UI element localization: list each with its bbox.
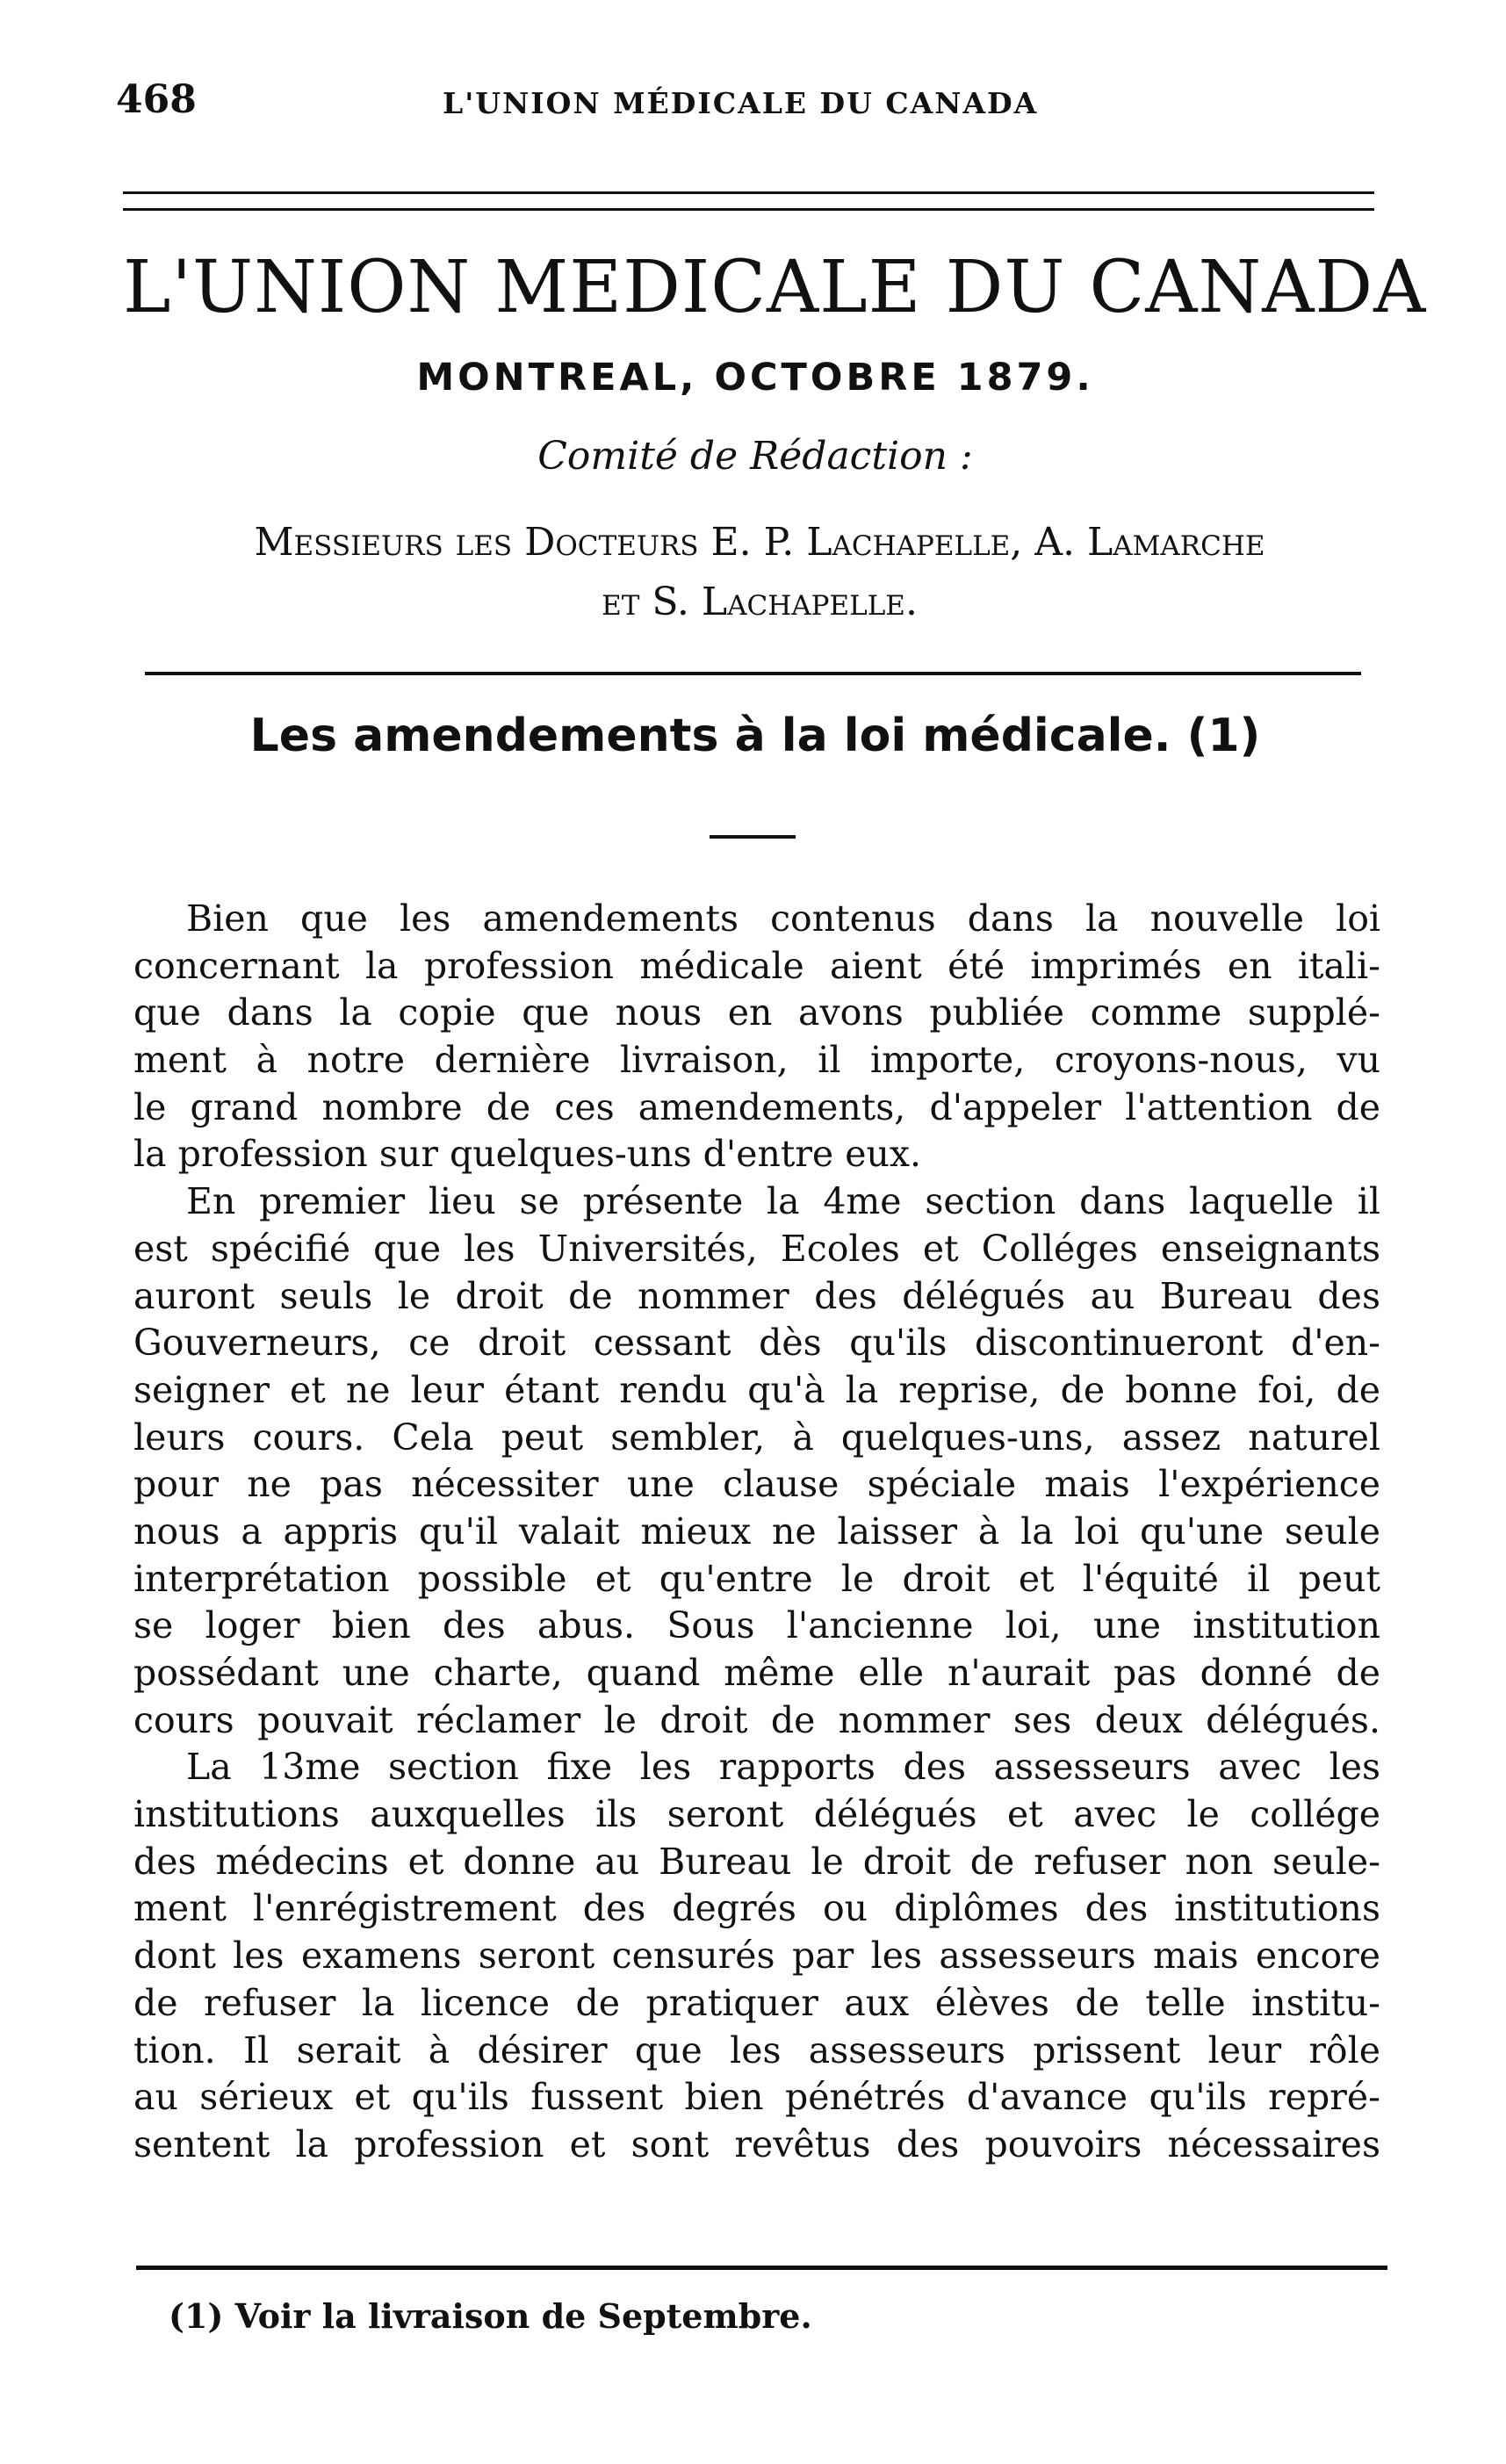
editors-block xyxy=(149,513,1370,632)
committee-label: Comité de Rédaction : xyxy=(537,434,973,479)
article-line: le grand nombre de ces amendements, d'appeler l'attention de xyxy=(133,1085,1380,1128)
running-head-journal: L'UNION MÉDICALE DU CANADA xyxy=(443,86,1039,120)
article-line: En premier lieu se présente la 4me section dans laquelle il xyxy=(186,1180,1380,1223)
footnote-divider xyxy=(136,2266,1387,2270)
article-line: est spécifié que les Universités, Ecoles et Colléges enseignants xyxy=(133,1227,1380,1270)
article-line: tion. Il serait à désirer que les assesseurs prissent leur rôle xyxy=(133,2028,1380,2071)
article-line: interprétation possible et qu'entre le droit et l'équité il peut xyxy=(133,1557,1380,1600)
article-line: cours pouvait réclamer le droit de nommer ses deux délégués. xyxy=(133,1698,1380,1741)
article-line: Bien que les amendements contenus dans la nouvelle loi xyxy=(186,897,1380,940)
article-line: au sérieux et qu'ils fussent bien pénétrés d'avance qu'ils repré- xyxy=(133,2076,1380,2119)
page-number: 468 xyxy=(116,77,197,122)
editors-line-1: Messieurs les Docteurs E. P. Lachapelle, A. Lamarche xyxy=(254,520,1265,565)
masthead-title: L'UNION MEDICALE DU CANADA xyxy=(123,246,1427,329)
article-line: institutions auxquelles ils seront délégués et avec le collége xyxy=(133,1793,1380,1836)
article-line: que dans la copie que nous en avons publiée comme supplé- xyxy=(133,991,1380,1034)
double-rule-divider xyxy=(123,191,1374,211)
title-divider-dash xyxy=(710,835,796,839)
section-divider xyxy=(145,672,1361,675)
article-body xyxy=(133,896,1380,2169)
dateline: MONTREAL, OCTOBRE 1879. xyxy=(416,356,1094,400)
footnote: (1) Voir la livraison de Septembre. xyxy=(169,2296,812,2336)
article-line: ment l'enrégistrement des degrés ou diplômes des institutions xyxy=(133,1887,1380,1930)
article-line: Gouverneurs, ce droit cessant dès qu'ils discontinueront d'en- xyxy=(133,1322,1380,1365)
article-line: nous a appris qu'il valait mieux ne laisser à la loi qu'une seule xyxy=(133,1509,1380,1553)
article-line: possédant une charte, quand même elle n'aurait pas donné de xyxy=(133,1652,1380,1694)
article-line: la profession sur quelques-uns d'entre eux. xyxy=(133,1133,922,1176)
editors-line-2: et S. Lachapelle. xyxy=(602,580,918,624)
article-line: de refuser la licence de pratiquer aux élèves de telle institu- xyxy=(133,1981,1380,2024)
article-line: pour ne pas nécessiter une clause spéciale mais l'expérience xyxy=(133,1463,1380,1506)
article-title: Les amendements à la loi médicale. (1) xyxy=(249,710,1261,762)
article-line: leurs cours. Cela peut sembler, à quelques-uns, assez naturel xyxy=(133,1416,1380,1459)
article-line: sentent la profession et sont revêtus des pouvoirs nécessaires xyxy=(133,2122,1380,2165)
running-head xyxy=(116,77,1389,139)
article-line: des médecins et donne au Bureau le droit de refuser non seule- xyxy=(133,1840,1380,1883)
article-line: ment à notre dernière livraison, il importe, croyons-nous, vu xyxy=(133,1039,1380,1082)
article-line: se loger bien des abus. Sous l'ancienne loi, une institution xyxy=(133,1604,1380,1647)
article-line: La 13me section fixe les rapports des assesseurs avec les xyxy=(186,1746,1380,1789)
article-line: auront seuls le droit de nommer des délégués au Bureau des xyxy=(133,1274,1380,1317)
article-line: seigner et ne leur étant rendu qu'à la reprise, de bonne foi, de xyxy=(133,1368,1380,1411)
article-line: concernant la profession médicale aient été imprimés en itali- xyxy=(133,944,1380,987)
article-line: dont les examens seront censurés par les assesseurs mais encore xyxy=(133,1934,1380,1978)
